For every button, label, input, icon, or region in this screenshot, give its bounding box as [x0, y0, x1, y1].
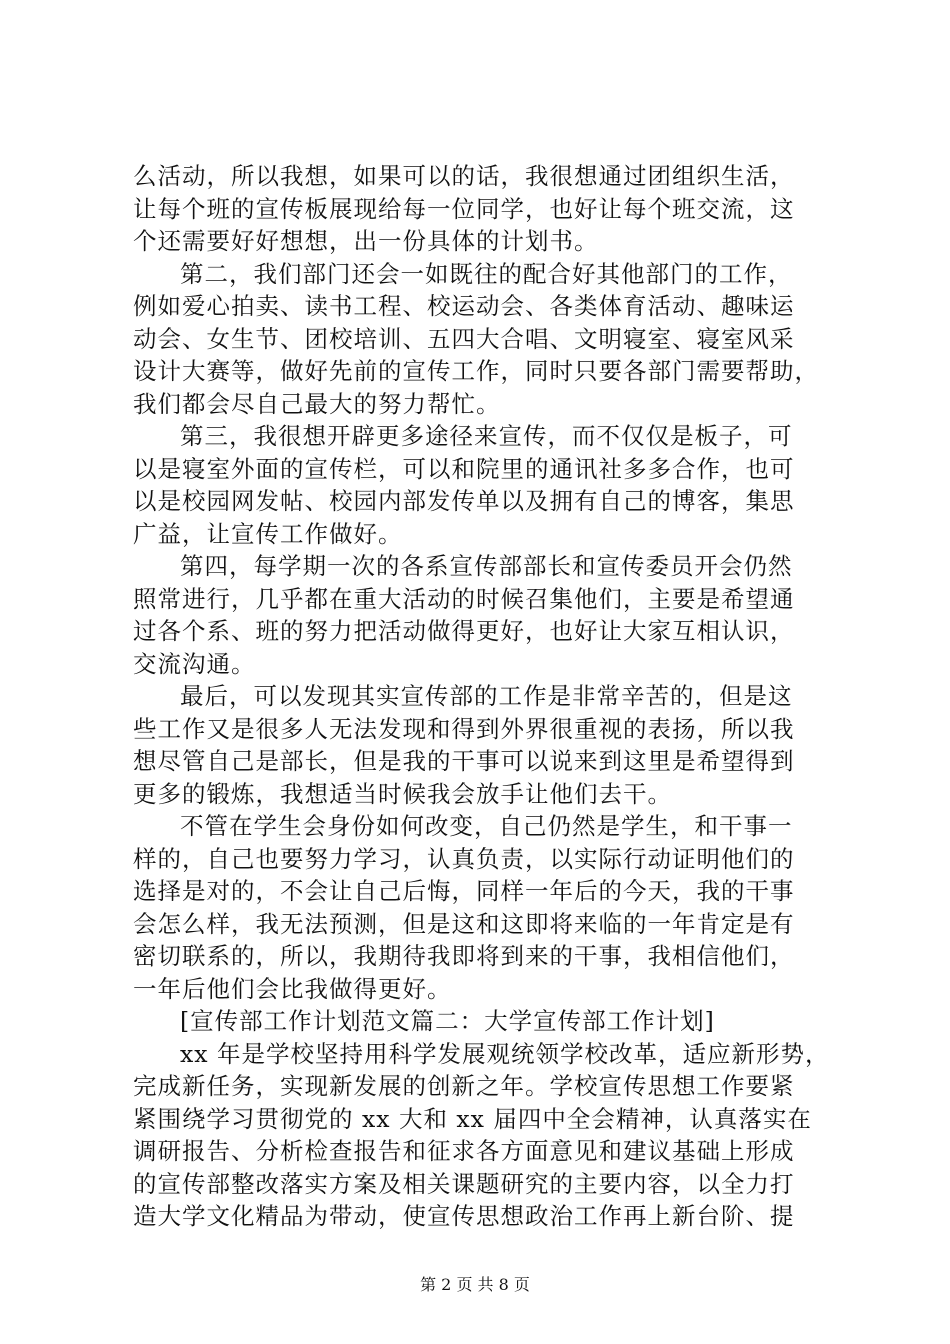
- paragraph-8: [133, 1038, 833, 1233]
- page-number-footer: 第 2 页 共 8 页: [420, 1275, 530, 1294]
- text-line: 第四，每学期一次的各系宣传部部长和宣传委员开会仍然: [180, 552, 793, 580]
- text-line: 动会、女生节、团校培训、五四大合唱、文明寝室、寝室风采: [133, 324, 795, 353]
- text-line: 以是寝室外面的宣传栏，可以和院里的通讯社多多合作，也可: [133, 454, 795, 483]
- text-line: 以是校园网发帖、校园内部发传单以及拥有自己的博客，集思: [133, 487, 795, 515]
- text-line: 照常进行，几乎都在重大活动的时候召集他们，主要是希望通: [133, 584, 795, 613]
- text-line: 选择是对的，不会让自己后悔，同样一年后的今天，我的干事: [133, 877, 795, 905]
- paragraph-1: [133, 160, 833, 258]
- text-line: 想尽管自己是部长，但是我的干事可以说来到这里是希望得到: [133, 747, 795, 775]
- text-line: 例如爱心拍卖、读书工程、校运动会、各类体育活动、趣味运: [133, 292, 795, 320]
- paragraph-3: [133, 420, 833, 550]
- paragraph-5: [133, 680, 833, 810]
- text-line: 造大学文化精品为带动，使宣传思想政治工作再上新台阶、提: [133, 1202, 795, 1230]
- text-line: 交流沟通。: [133, 649, 256, 678]
- text-line: 样的，自己也要努力学习，认真负责，以实际行动证明他们的: [133, 844, 795, 873]
- text-line: 我们都会尽自己最大的努力帮忙。: [133, 389, 501, 418]
- text-line: 第三，我很想开辟更多途径来宣传，而不仅仅是板子，可: [180, 422, 793, 450]
- text-line: 调研报告、分析检查报告和征求各方面意见和建议基础上形成: [133, 1137, 795, 1165]
- text-line: 的宣传部整改落实方案及相关课题研究的主要内容，以全力打: [133, 1169, 795, 1198]
- text-line: 密切联系的，所以，我期待我即将到来的干事，我相信他们，: [133, 942, 795, 970]
- text-line: 些工作又是很多人无法发现和得到外界很重视的表扬，所以我: [133, 714, 795, 743]
- text-line: 第二，我们部门还会一如既往的配合好其他部门的工作，: [180, 259, 793, 288]
- text-line: 个还需要好好想想，出一份具体的计划书。: [133, 227, 599, 255]
- section-heading: [133, 1005, 833, 1038]
- paragraph-4: [133, 550, 833, 680]
- text-line: 会怎么样，我无法预测，但是这和这即将来临的一年肯定是有: [133, 909, 795, 938]
- text-line: 设计大赛等，做好先前的宣传工作，同时只要各部门需要帮助，: [133, 357, 819, 385]
- paragraph-2: [133, 258, 833, 421]
- text-line: 一年后他们会比我做得更好。: [133, 974, 452, 1003]
- text-line: 紧围绕学习贯彻党的 xx 大和 xx 届四中全会精神，认真落实在: [133, 1104, 812, 1133]
- document-body: [133, 160, 833, 1233]
- text-line: 么活动，所以我想，如果可以的话，我很想通过团组织生活，: [133, 162, 795, 190]
- text-line: [宣传部工作计划范文篇二：大学宣传部工作计划]: [180, 1007, 715, 1035]
- text-line: 更多的锻炼，我想适当时候我会放手让他们去干。: [133, 779, 672, 808]
- text-line: 完成新任务，实现新发展的创新之年。学校宣传思想工作要紧: [133, 1072, 795, 1100]
- text-line: 让每个班的宣传板展现给每一位同学，也好让每个班交流，这: [133, 194, 795, 223]
- text-line: xx 年是学校坚持用科学发展观统领学校改革，适应新形势，: [180, 1039, 830, 1068]
- text-line: 过各个系、班的努力把活动做得更好，也好让大家互相认识，: [133, 617, 795, 645]
- text-line: 不管在学生会身份如何改变，自己仍然是学生，和干事一: [180, 812, 793, 840]
- text-line: 广益，让宣传工作做好。: [133, 519, 403, 548]
- paragraph-6: [133, 810, 833, 1005]
- text-line: 最后，可以发现其实宣传部的工作是非常辛苦的，但是这: [180, 682, 793, 710]
